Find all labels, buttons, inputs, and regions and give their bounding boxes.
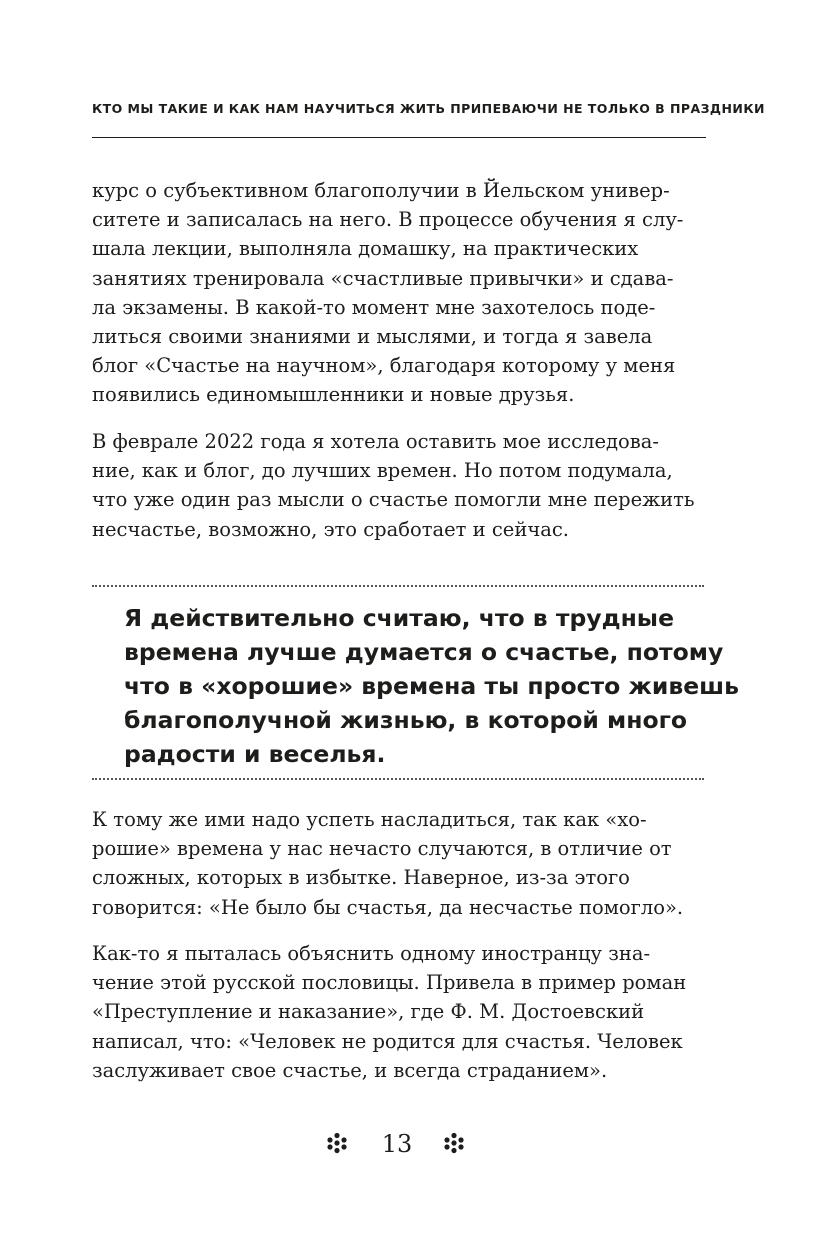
page-number: 13 <box>381 1130 413 1158</box>
paragraph-3 <box>92 805 712 922</box>
text-line: появились единомышленники и новые друзья. <box>92 383 575 407</box>
quote-line: времена лучше думается о счастье, потому <box>124 638 724 666</box>
quote-line: радости и веселья. <box>124 740 386 768</box>
text-line: написал, что: «Человек не родится для счастья. Человек <box>92 1029 683 1053</box>
text-line: говорится: «Не было бы счастья, да несчастье помогло». <box>92 895 684 919</box>
page-footer <box>0 1124 827 1164</box>
quote-top-rule <box>92 585 704 587</box>
dot-cluster-icon <box>443 1132 465 1154</box>
quote-line: Я действительно считаю, что в трудные <box>124 604 675 632</box>
text-line: курс о субъективном благополучии в Йельском универ- <box>92 179 670 202</box>
pull-quote <box>124 601 739 771</box>
text-line: ние, как и блог, до лучших времен. Но потом подумала, <box>92 459 673 483</box>
text-line: ла экзамены. В какой-то момент мне захотелось поде- <box>92 295 656 319</box>
text-line: литься своими знаниями и мыслями, и тогда я завела <box>92 325 653 349</box>
header-rule <box>92 137 706 138</box>
text-line: заслуживает свое счастье, и всегда страданием». <box>92 1058 608 1082</box>
quote-line: что в «хорошие» времена ты просто живешь <box>124 672 739 700</box>
paragraph-1 <box>92 176 712 410</box>
text-line: чение этой русской пословицы. Привела в пример роман <box>92 971 687 995</box>
quote-line: благополучной жизнью, в которой много <box>124 706 688 734</box>
quote-bottom-rule <box>92 778 704 780</box>
text-line: шала лекции, выполняла домашку, на практических <box>92 237 639 261</box>
text-line: В феврале 2022 года я хотела оставить мое исследова- <box>92 430 659 453</box>
text-line: К тому же ими надо успеть насладиться, так как «хо- <box>92 808 647 831</box>
text-line: сложных, которых в избытке. Наверное, из-за этого <box>92 866 630 890</box>
text-line: блог «Счастье на научном», благодаря которому у меня <box>92 354 676 378</box>
text-line: рошие» времена у нас нечасто случаются, в отличие от <box>92 837 672 861</box>
text-line: «Преступление и наказание», где Ф. М. Достоевский <box>92 1000 645 1024</box>
running-head: КТО МЫ ТАКИЕ И КАК НАМ НАУЧИТЬСЯ ЖИТЬ ПРИПЕВАЮЧИ НЕ ТОЛЬКО В ПРАЗДНИКИ <box>92 101 765 116</box>
text-line: что уже один раз мысли о счастье помогли мне пережить <box>92 488 695 512</box>
text-line: Как-то я пыталась объяснить одному иностранцу зна- <box>92 942 651 965</box>
text-line: ситете и записалась на него. В процессе обучения я слу- <box>92 208 684 232</box>
paragraph-2 <box>92 427 712 544</box>
text-line: несчастье, возможно, это сработает и сейчас. <box>92 517 569 541</box>
paragraph-4 <box>92 939 712 1085</box>
text-line: занятиях тренировала «счастливые привычки» и сдава- <box>92 266 674 290</box>
dot-cluster-icon <box>326 1132 348 1154</box>
